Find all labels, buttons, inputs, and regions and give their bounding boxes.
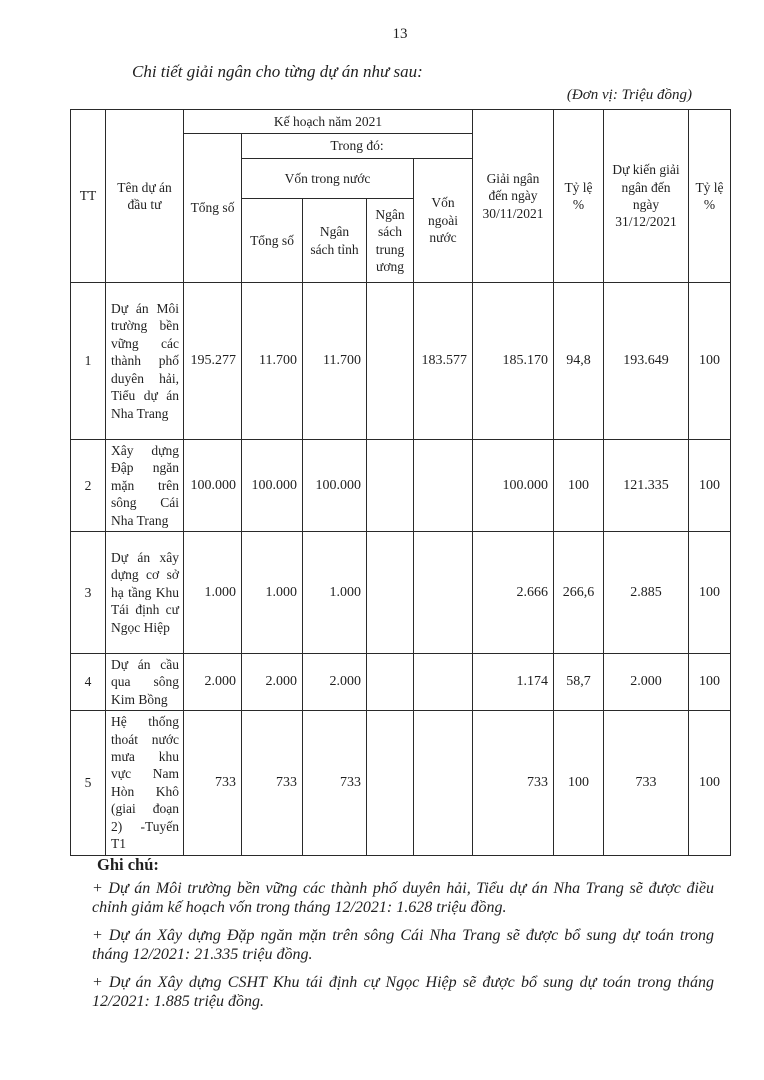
domestic-total: 11.700 xyxy=(242,283,303,440)
plan-total: 1.000 xyxy=(184,532,242,654)
central-budget xyxy=(367,654,414,711)
table-row xyxy=(71,711,731,855)
province-budget: 1.000 xyxy=(303,532,367,654)
header-domestic-capital: Vốn trong nước xyxy=(242,159,414,199)
header-rate-1: Tỷ lệ % xyxy=(554,110,604,283)
rate-1: 100 xyxy=(554,711,604,855)
table-row xyxy=(71,532,731,654)
header-foreign-capital: Vốn ngoài nước xyxy=(414,159,473,283)
disbursed-amount: 100.000 xyxy=(473,440,554,532)
expected-amount: 2.000 xyxy=(604,654,689,711)
project-name: Hệ thống thoát nước mưa khu vực Nam Hòn Khô (giai đoạn 2) -Tuyến T1 xyxy=(106,711,184,855)
rate-2: 100 xyxy=(689,711,731,855)
header-of-which: Trong đó: xyxy=(242,134,473,159)
note-item: + Dự án Xây dựng Đặp ngăn mặn trên sông Cái Nha Trang sẽ được bổ sung dự toán trong tháng 12/2021: 21.335 triệu đồng. xyxy=(92,927,714,963)
notes-section xyxy=(92,855,714,1022)
header-rate-2: Tỷ lệ % xyxy=(689,110,731,283)
header-plan-2021: Kế hoạch năm 2021 xyxy=(184,110,473,134)
header-central-budget: Ngân sách trung ương xyxy=(367,199,414,283)
plan-total: 733 xyxy=(184,711,242,855)
project-name: Dự án cầu qua sông Kim Bồng xyxy=(106,654,184,711)
foreign-capital xyxy=(414,532,473,654)
province-budget: 11.700 xyxy=(303,283,367,440)
header-row-1 xyxy=(71,110,731,134)
rate-1: 58,7 xyxy=(554,654,604,711)
header-plan-total: Tổng số xyxy=(184,134,242,283)
unit-note: (Đơn vị: Triệu đồng) xyxy=(566,87,692,103)
foreign-capital xyxy=(414,440,473,532)
note-item: + Dự án Xây dựng CSHT Khu tái định cự Ngọc Hiệp sẽ được bổ sung dự toán trong tháng 12/2021: 1.885 triệu đồng. xyxy=(92,974,714,1010)
header-province-budget: Ngân sách tỉnh xyxy=(303,199,367,283)
central-budget xyxy=(367,440,414,532)
domestic-total: 733 xyxy=(242,711,303,855)
header-project-name: Tên dự án đầu tư xyxy=(106,110,184,283)
header-expected-31-12: Dự kiến giải ngân đến ngày 31/12/2021 xyxy=(604,110,689,283)
disbursement-table xyxy=(70,109,731,856)
page-title: Chi tiết giải ngân cho từng dự án như sau: xyxy=(132,62,423,81)
project-name: Xây dựng Đập ngăn mặn trên sông Cái Nha Trang xyxy=(106,440,184,532)
province-budget: 733 xyxy=(303,711,367,855)
header-disbursed-30-11: Giải ngân đến ngày 30/11/2021 xyxy=(473,110,554,283)
rate-2: 100 xyxy=(689,283,731,440)
rate-1: 100 xyxy=(554,440,604,532)
notes-title: Ghi chú: xyxy=(97,855,159,874)
plan-total: 2.000 xyxy=(184,654,242,711)
rate-2: 100 xyxy=(689,440,731,532)
project-name: Dự án Môi trường bền vững các thành phố duyên hải, Tiểu dự án Nha Trang xyxy=(106,283,184,440)
plan-total: 100.000 xyxy=(184,440,242,532)
table-row xyxy=(71,654,731,711)
expected-amount: 733 xyxy=(604,711,689,855)
rate-2: 100 xyxy=(689,532,731,654)
central-budget xyxy=(367,711,414,855)
header-domestic-total: Tổng số xyxy=(242,199,303,283)
row-index: 5 xyxy=(71,711,106,855)
table-row xyxy=(71,283,731,440)
province-budget: 2.000 xyxy=(303,654,367,711)
province-budget: 100.000 xyxy=(303,440,367,532)
central-budget xyxy=(367,532,414,654)
foreign-capital xyxy=(414,711,473,855)
disbursed-amount: 1.174 xyxy=(473,654,554,711)
rate-1: 94,8 xyxy=(554,283,604,440)
row-index: 1 xyxy=(71,283,106,440)
domestic-total: 2.000 xyxy=(242,654,303,711)
row-index: 4 xyxy=(71,654,106,711)
disbursed-amount: 733 xyxy=(473,711,554,855)
expected-amount: 2.885 xyxy=(604,532,689,654)
row-index: 2 xyxy=(71,440,106,532)
row-index: 3 xyxy=(71,532,106,654)
rate-2: 100 xyxy=(689,654,731,711)
header-tt: TT xyxy=(71,110,106,283)
expected-amount: 193.649 xyxy=(604,283,689,440)
expected-amount: 121.335 xyxy=(604,440,689,532)
note-item: + Dự án Môi trường bền vững các thành phố duyên hải, Tiểu dự án Nha Trang sẽ được điều chỉnh giảm kế hoạch vốn trong tháng 12/2021: 1.628 triệu đồng. xyxy=(92,880,714,916)
domestic-total: 100.000 xyxy=(242,440,303,532)
foreign-capital: 183.577 xyxy=(414,283,473,440)
disbursed-amount: 2.666 xyxy=(473,532,554,654)
table-row xyxy=(71,440,731,532)
plan-total: 195.277 xyxy=(184,283,242,440)
foreign-capital xyxy=(414,654,473,711)
domestic-total: 1.000 xyxy=(242,532,303,654)
central-budget xyxy=(367,283,414,440)
disbursed-amount: 185.170 xyxy=(473,283,554,440)
rate-1: 266,6 xyxy=(554,532,604,654)
page-number: 13 xyxy=(392,26,408,42)
project-name: Dự án xây dựng cơ sở hạ tầng Khu Tái định cư Ngọc Hiệp xyxy=(106,532,184,654)
